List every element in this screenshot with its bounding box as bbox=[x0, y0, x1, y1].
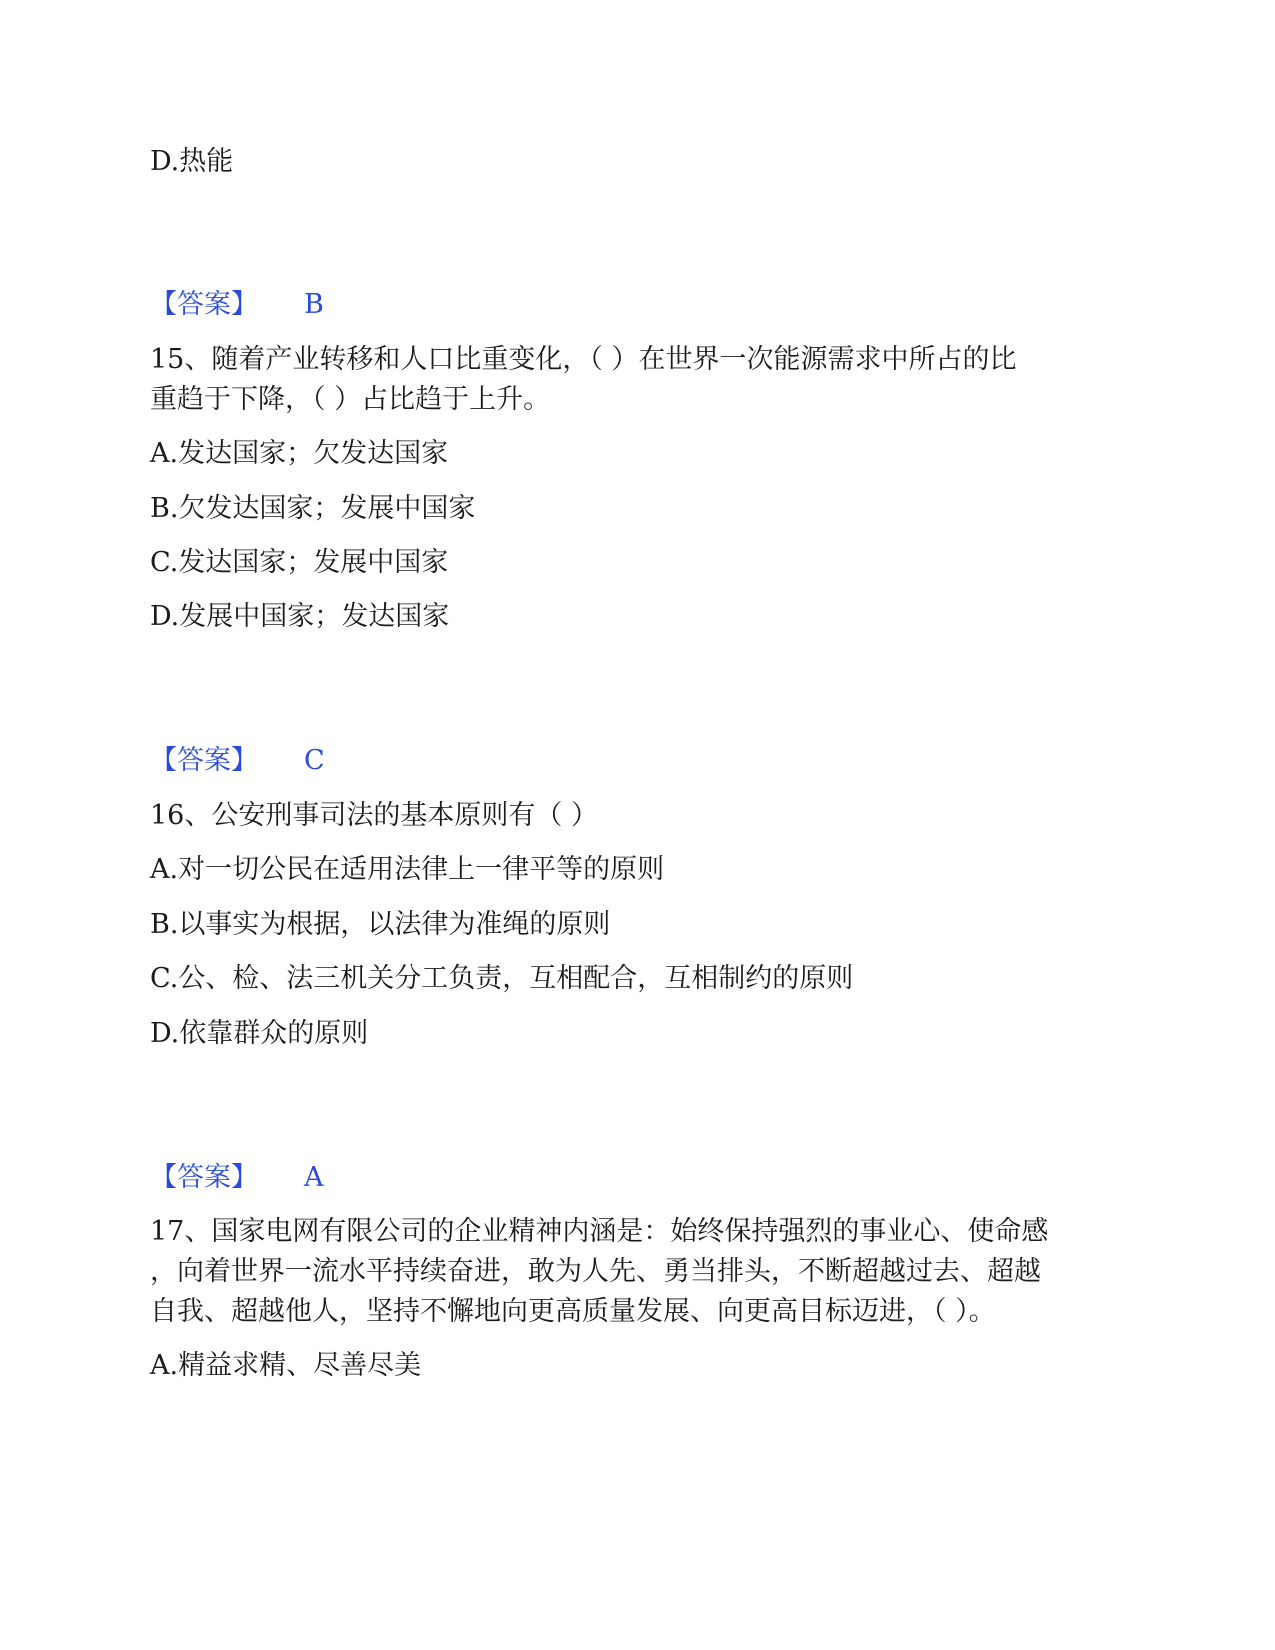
q15-text-line1: 15、随着产业转移和人口比重变化，（ ）在世界一次能源需求中所占的比 bbox=[150, 344, 1017, 375]
answer-15 bbox=[150, 741, 325, 781]
q17-text-line1: 17、国家电网有限公司的企业精神内涵是：始终保持强烈的事业心、使命感 bbox=[150, 1216, 1049, 1247]
q14-option-d: D.热能 bbox=[150, 146, 234, 177]
q17-text-line2: ，向着世界一流水平持续奋进，敢为人先、勇当排头，不断超越过去、超越 bbox=[150, 1256, 1041, 1287]
q15-option-a: A.发达国家；欠发达国家 bbox=[150, 438, 449, 469]
q16-option-c: C.公、检、法三机关分工负责，互相配合，互相制约的原则 bbox=[150, 963, 854, 994]
q16-text-line1: 16、公安刑事司法的基本原则有（ ） bbox=[150, 800, 598, 831]
q15-option-d: D.发展中国家；发达国家 bbox=[150, 601, 450, 632]
q15-option-c: C.发达国家；发展中国家 bbox=[150, 547, 449, 578]
answer-value: A bbox=[304, 1162, 324, 1193]
q15-option-b: B.欠发达国家；发展中国家 bbox=[150, 493, 476, 524]
q16-option-a: A.对一切公民在适用法律上一律平等的原则 bbox=[150, 854, 665, 885]
answer-label: 【答案】 bbox=[150, 1162, 258, 1193]
answer-label: 【答案】 bbox=[150, 745, 258, 776]
q15-text-line2: 重趋于下降，（ ）占比趋于上升。 bbox=[150, 384, 551, 415]
answer-value: B bbox=[304, 289, 324, 320]
q16-option-b: B.以事实为根据，以法律为准绳的原则 bbox=[150, 909, 611, 940]
answer-14 bbox=[150, 285, 324, 325]
q16-option-d: D.依靠群众的原则 bbox=[150, 1018, 369, 1049]
answer-label: 【答案】 bbox=[150, 289, 258, 320]
answer-value: C bbox=[304, 745, 325, 776]
q17-text-line3: 自我、超越他人，坚持不懈地向更高质量发展、向更高目标迈进，（ ）。 bbox=[150, 1296, 996, 1327]
answer-16 bbox=[150, 1158, 324, 1198]
q17-option-a: A.精益求精、尽善尽美 bbox=[150, 1350, 422, 1381]
